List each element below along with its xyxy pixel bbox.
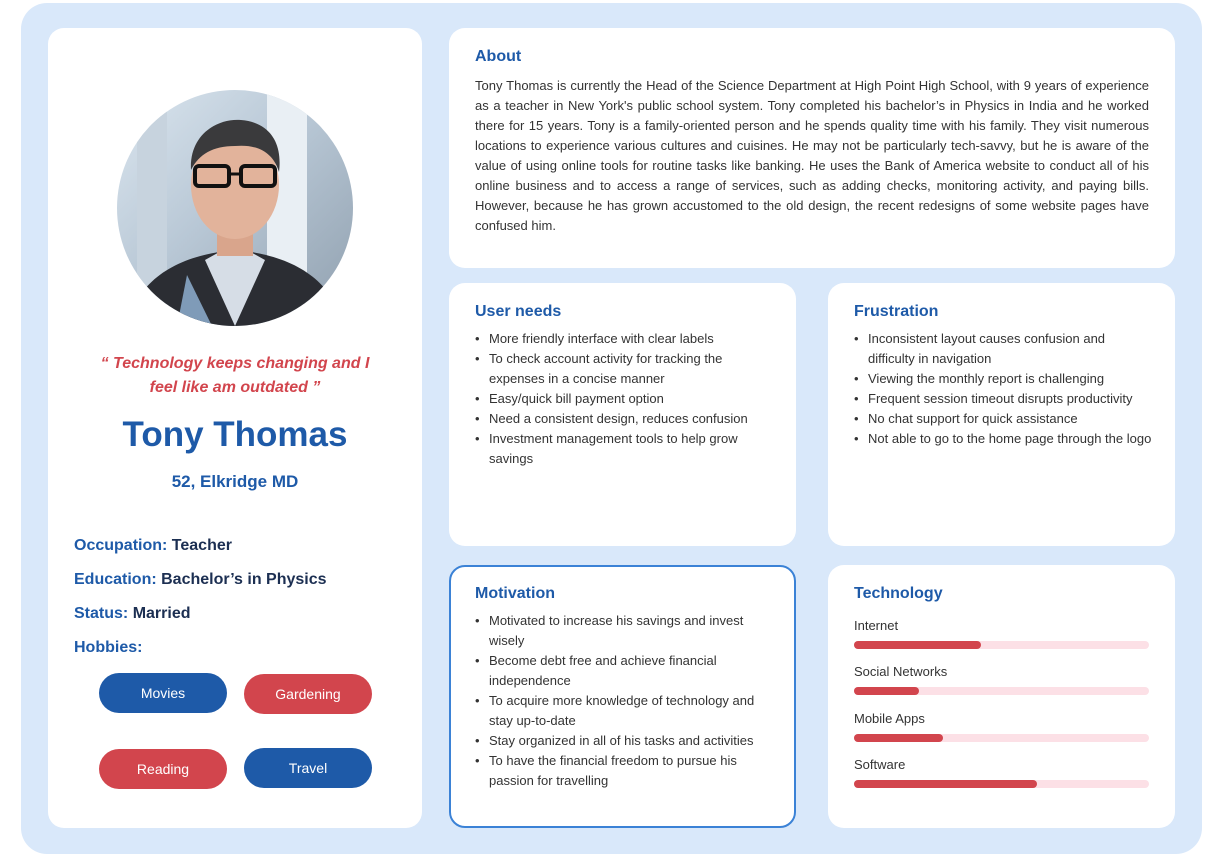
frustration-card [828, 283, 1175, 546]
user-needs-list [475, 329, 775, 469]
tech-label: Mobile Apps [854, 711, 925, 726]
list-item: • Investment management tools to help grow savings [475, 429, 775, 469]
tech-row-mobile-apps [854, 711, 1149, 742]
persona-quote: “ Technology keeps changing and I feel like am outdated ” [100, 355, 370, 396]
list-item: • To check account activity for tracking the expenses in a concise manner [475, 349, 775, 389]
status-row [74, 605, 190, 623]
education-value: Bachelor’s in Physics [161, 571, 327, 588]
tech-bar-fill [854, 687, 919, 695]
hobby-tag-travel: Travel [244, 748, 372, 788]
hobbies-label: Hobbies: [74, 639, 143, 656]
list-item: • Viewing the monthly report is challenging [854, 369, 1154, 389]
education-row [74, 571, 327, 589]
list-item: • Inconsistent layout causes confusion and difficulty in navigation [854, 329, 1154, 369]
person-avatar-icon [117, 90, 353, 326]
tech-bar-fill [854, 641, 981, 649]
list-item: • No chat support for quick assistance [854, 409, 1154, 429]
motivation-title: Motivation [475, 585, 555, 602]
list-item: • More friendly interface with clear labels [475, 329, 775, 349]
tech-label: Internet [854, 618, 899, 633]
about-card [449, 28, 1175, 268]
list-item: • Frequent session timeout disrupts productivity [854, 389, 1154, 409]
tech-bar-track [854, 780, 1149, 788]
about-text: Tony Thomas is currently the Head of the Science Department at High Point High School, with 9 years of experience as a teacher in New York's public school system. Tony completed his bachelor’s in Physics in India and he worked there for 15 years. Tony is a family-oriented person and he spends quality time with his family. They visit numerous locations to experience various cultures and cuisines. He may not be particularly tech-savvy, but he is aware of the value of using online tools for routine tasks like banking. He uses the Bank of America website to conduct all of his online business and to access a range of services, such as adding checks, monitoring activity, and paying bills. However, because he has grown accustomed to the old design, the recent redesigns of some website pages have confused him. [475, 78, 1149, 233]
occupation-label: Occupation: [74, 537, 168, 554]
status-label: Status: [74, 605, 129, 622]
hobby-tag-gardening: Gardening [244, 674, 372, 714]
tech-bar-track [854, 641, 1149, 649]
list-item: • To acquire more knowledge of technology and stay up-to-date [475, 691, 780, 731]
list-item: • Not able to go to the home page through the logo [854, 429, 1154, 449]
status-value: Married [132, 605, 191, 622]
list-item: • Motivated to increase his savings and invest wisely [475, 611, 780, 651]
occupation-row [74, 537, 232, 555]
tech-row-social-networks [854, 664, 1149, 695]
tech-row-internet [854, 618, 1149, 649]
hobby-tag-reading: Reading [99, 749, 227, 789]
motivation-list [475, 611, 780, 791]
user-needs-title: User needs [475, 303, 562, 320]
persona-age-location: 52, Elkridge MD [171, 472, 299, 491]
list-item: • To have the financial freedom to pursue his passion for travelling [475, 751, 780, 791]
user-needs-card [449, 283, 796, 546]
list-item: • Easy/quick bill payment option [475, 389, 775, 409]
education-label: Education: [74, 571, 157, 588]
about-title: About [475, 48, 522, 65]
frustration-title: Frustration [854, 303, 939, 320]
hobby-tag-movies: Movies [99, 673, 227, 713]
tech-bar-track [854, 687, 1149, 695]
technology-card [828, 565, 1175, 828]
list-item: • Stay organized in all of his tasks and activities [475, 731, 780, 751]
occupation-value: Teacher [171, 537, 232, 554]
motivation-card [449, 565, 796, 828]
frustration-list [854, 329, 1154, 449]
tech-label: Software [854, 757, 906, 772]
tech-bar-fill [854, 734, 943, 742]
tech-row-software [854, 757, 1149, 788]
tech-bar-track [854, 734, 1149, 742]
list-item: • Become debt free and achieve financial independence [475, 651, 780, 691]
list-item: • Need a consistent design, reduces confusion [475, 409, 775, 429]
tech-label: Social Networks [854, 664, 948, 679]
tech-bar-fill [854, 780, 1037, 788]
persona-name: Tony Thomas [122, 415, 348, 454]
technology-title: Technology [854, 585, 943, 602]
profile-photo [117, 90, 353, 326]
